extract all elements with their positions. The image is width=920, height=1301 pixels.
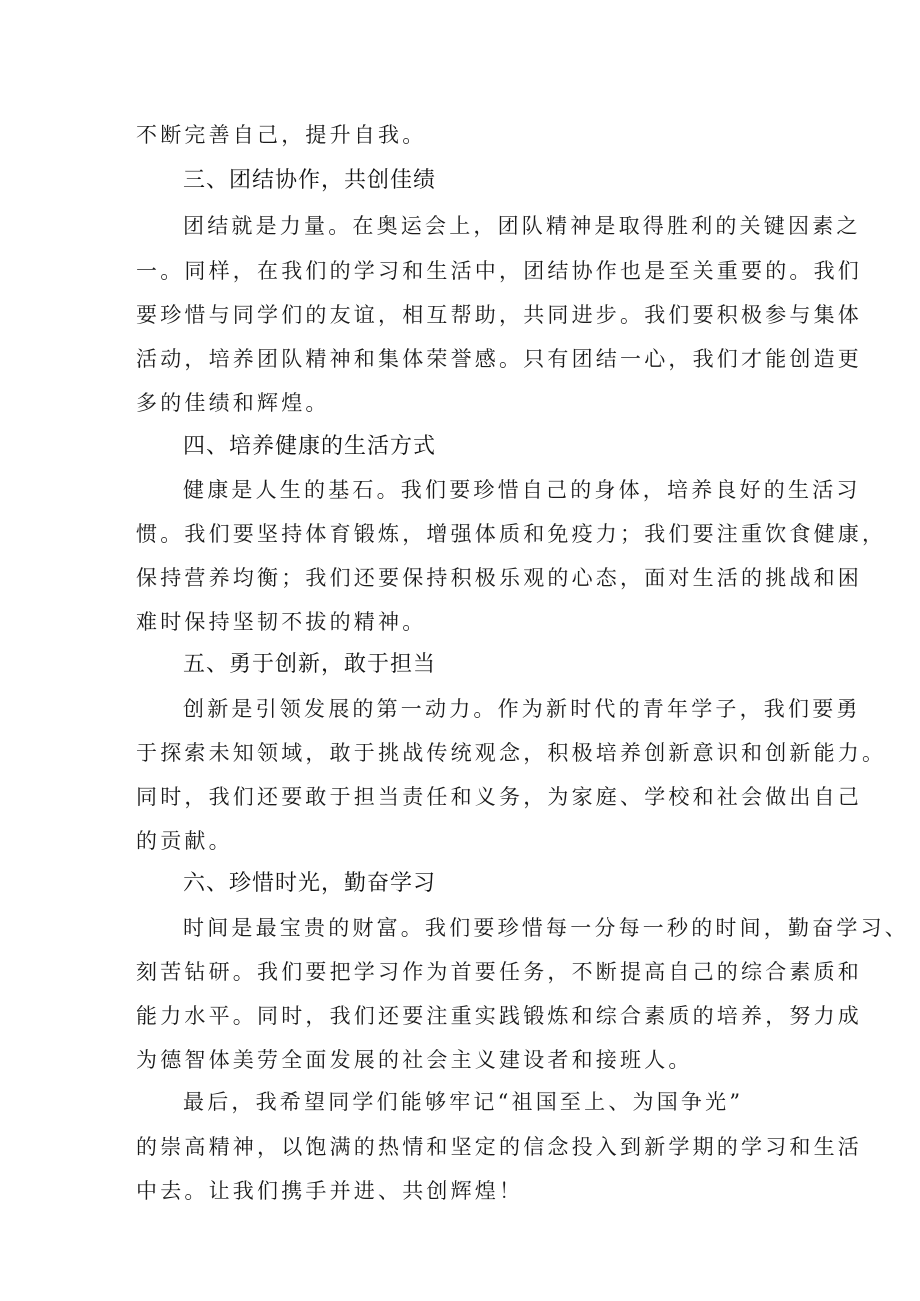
- paragraph-line: 保持营养均衡；我们还要保持积极乐观的心态，面对生活的挑战和困: [136, 566, 862, 590]
- paragraph-line: 要珍惜与同学们的友谊，相互帮助，共同进步。我们要积极参与集体: [136, 303, 862, 327]
- paragraph-line: 刻苦钻研。我们要把学习作为首要任务，不断提高自己的综合素质和: [136, 960, 862, 984]
- paragraph-line: 于探索未知领域，敢于挑战传统观念，积极培养创新意识和创新能力。: [136, 741, 887, 765]
- paragraph-line: 多的佳绩和辉煌。: [136, 391, 330, 415]
- paragraph-line: 活动，培养团队精神和集体荣誉感。只有团结一心，我们才能创造更: [136, 347, 862, 371]
- section-heading-5: 五、勇于创新，敢于担当: [183, 652, 437, 677]
- section-heading-4: 四、培养健康的生活方式: [183, 434, 437, 459]
- paragraph-line: 中去。让我们携手并进、共创辉煌！: [136, 1179, 524, 1203]
- paragraph-line: 惯。我们要坚持体育锻炼，增强体质和免疫力；我们要注重饮食健康，: [136, 522, 887, 546]
- paragraph-line: 时间是最宝贵的财富。我们要珍惜每一分每一秒的时间，勤奋学习、: [183, 916, 909, 940]
- paragraph-line: 能力水平。同时，我们还要注重实践锻炼和综合素质的培养，努力成: [136, 1004, 862, 1028]
- paragraph-line: 难时保持坚韧不拔的精神。: [136, 610, 427, 634]
- paragraph-line: 创新是引领发展的第一动力。作为新时代的青年学子，我们要勇: [183, 697, 861, 721]
- paragraph-line: 的崇高精神，以饱满的热情和坚定的信念投入到新学期的学习和生活: [136, 1135, 862, 1159]
- paragraph-line: 同时，我们还要敢于担当责任和义务，为家庭、学校和社会做出自己: [136, 785, 862, 809]
- paragraph-line: 的贡献。: [136, 829, 233, 853]
- paragraph-line: 最后，我希望同学们能够牢记“祖国至上、为国争光”: [183, 1090, 744, 1114]
- section-heading-6: 六、珍惜时光，勤奋学习: [183, 871, 437, 896]
- paragraph-line: 一。同样，在我们的学习和生活中，团结协作也是至关重要的。我们: [136, 259, 862, 283]
- paragraph-line: 健康是人生的基石。我们要珍惜自己的身体，培养良好的生活习: [183, 478, 861, 502]
- paragraph-line: 不断完善自己，提升自我。: [136, 123, 427, 147]
- paragraph-line: 为德智体美劳全面发展的社会主义建设者和接班人。: [136, 1048, 693, 1072]
- paragraph-line: 团结就是力量。在奥运会上，团队精神是取得胜利的关键因素之: [183, 214, 861, 238]
- section-heading-3: 三、团结协作，共创佳绩: [183, 168, 437, 193]
